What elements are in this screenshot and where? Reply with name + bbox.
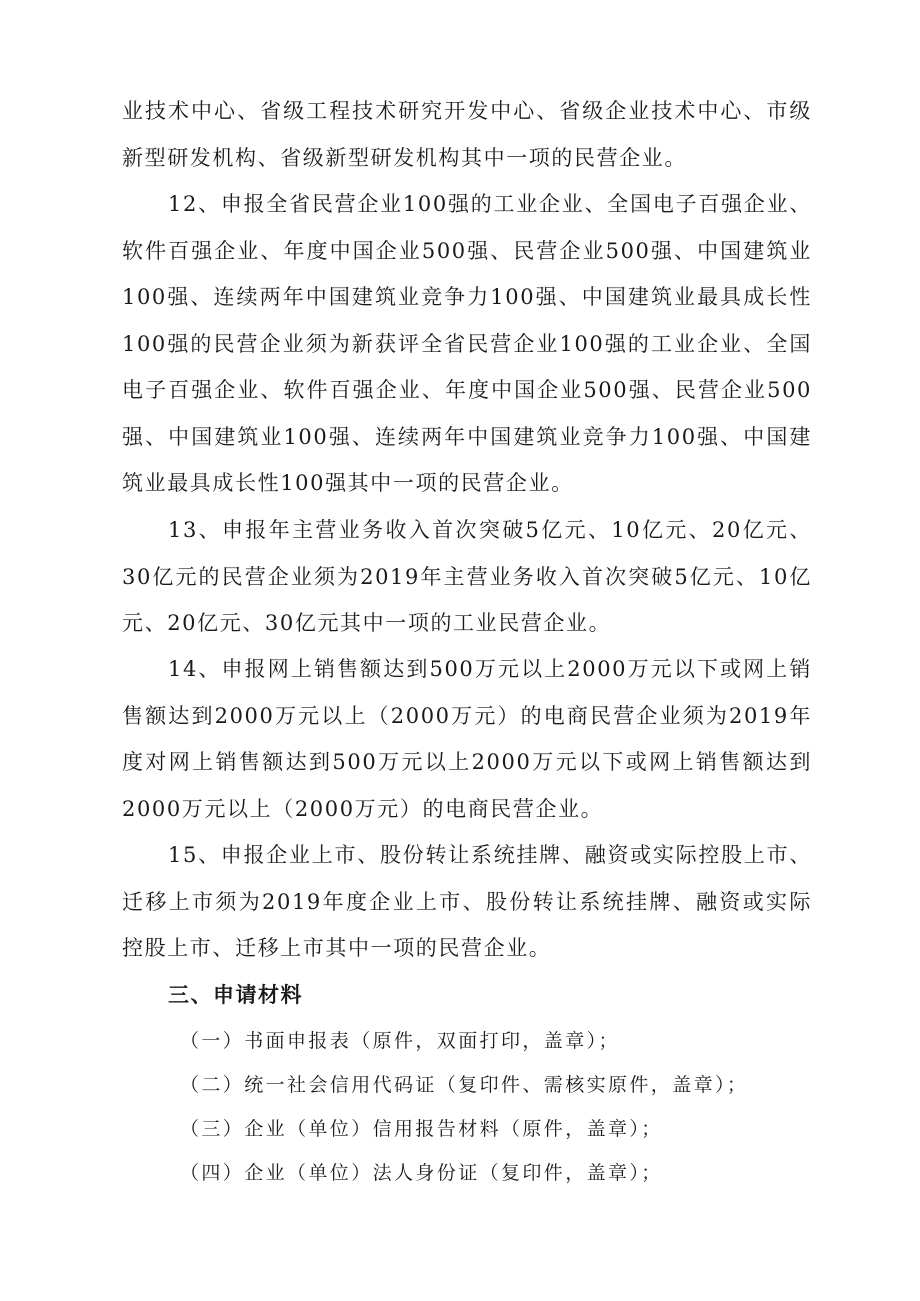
material-item-4: （四）企业（单位）法人身份证（复印件，盖章）； [180, 1162, 663, 1184]
section-heading: 三、申请材料 [168, 983, 303, 1007]
material-item-3: （三）企业（单位）信用报告材料（原件，盖章）； [180, 1118, 663, 1140]
item-13-paragraph: 13、申报年主营业务收入首次突破5亿元、10亿元、20亿元、30亿元的民营企业须为2019年主营业务收入首次突破5亿元、10亿元、20亿元、30亿元其中一项的工业民营企业。 [122, 518, 812, 635]
material-item-1: （一）书面申报表（原件，双面打印，盖章）； [180, 1030, 620, 1052]
material-item-2: （二）统一社会信用代码证（复印件、需核实原件，盖章）； [180, 1074, 749, 1096]
continuation-paragraph: 业技术中心、省级工程技术研究开发中心、省级企业技术中心、市级新型研发机构、省级新型研发机构其中一项的民营企业。 [122, 99, 812, 170]
item-12-paragraph: 12、申报全省民营企业100强的工业企业、全国电子百强企业、软件百强企业、年度中国企业500强、民营企业500强、中国建筑业100强、连续两年中国建筑业竞争力100强、中国建筑业最具成长性100强的民营企业须为新获评全省民营企业100强的工业企业、全国电子百强企业、软件百强企业、年度中国企业500强、民营企业500强、中国建筑业100强、连续两年中国建筑业竞争力100强、中国建筑业最具成长性100强其中一项的民营企业。 [122, 192, 812, 495]
item-14-paragraph: 14、申报网上销售额达到500万元以上2000万元以下或网上销售额达到2000万元以上（2000万元）的电商民营企业须为2019年度对网上销售额达到500万元以上2000万元以下或网上销售额达到2000万元以上（2000万元）的电商民营企业。 [122, 657, 812, 821]
item-15-paragraph: 15、申报企业上市、股份转让系统挂牌、融资或实际控股上市、迁移上市须为2019年度企业上市、股份转让系统挂牌、融资或实际控股上市、迁移上市其中一项的民营企业。 [122, 843, 812, 960]
